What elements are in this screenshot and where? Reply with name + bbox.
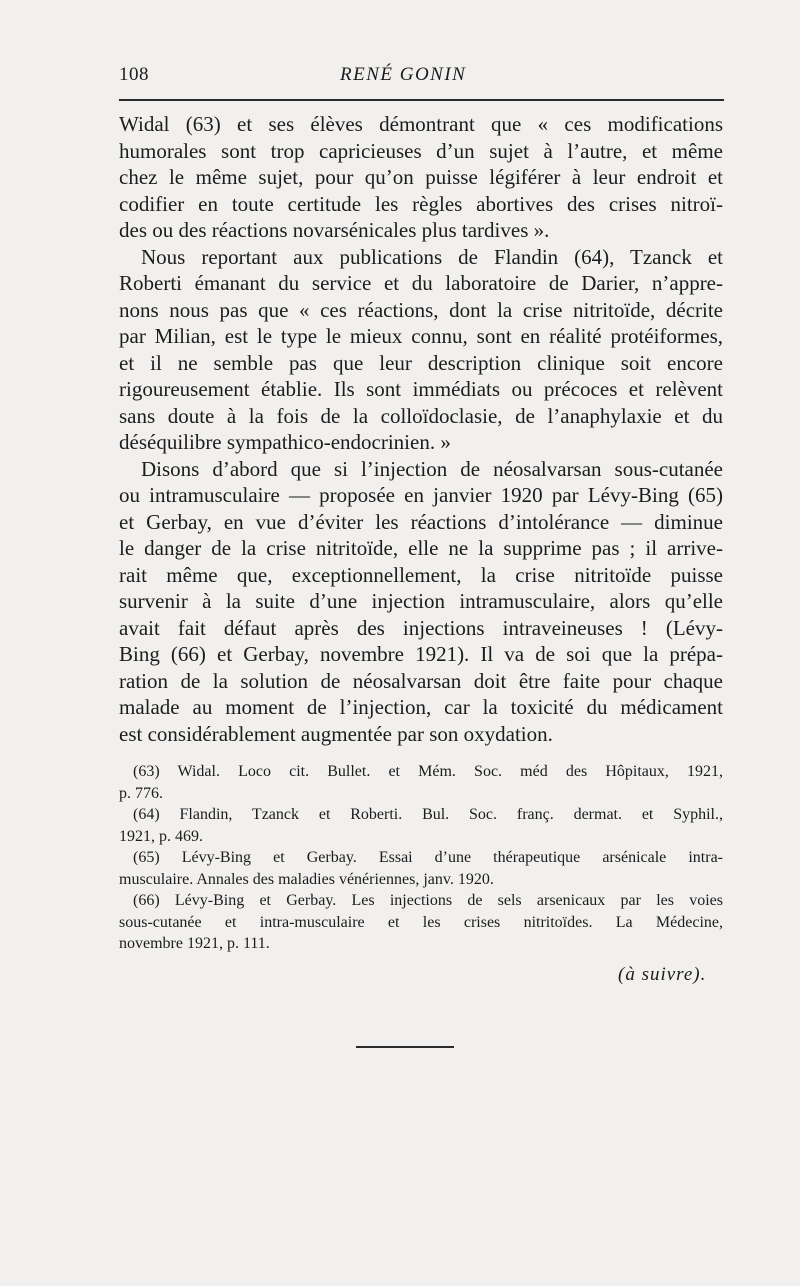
header-rule — [119, 99, 724, 101]
body-line: survenir à la suite d’une injection intramusculaire, alors qu’elle — [119, 589, 723, 613]
footnote-line: p. 776. — [119, 784, 163, 802]
body-line: Disons d’abord que si l’injection de néosalvarsan sous-cutanée — [141, 456, 723, 481]
body-line: avait fait défaut après des injections intraveineuses ! (Lévy- — [119, 615, 723, 640]
footnote-line: (63) Widal. Loco cit. Bullet. et Mém. Soc. méd des Hôpitaux, 1921, — [133, 763, 723, 780]
body-line: ration de la solution de néosalvarsan doit être faite pour chaque — [119, 668, 723, 693]
body-line: sans doute à la fois de la colloïdoclasie, de l’anaphylaxie et du — [119, 403, 723, 428]
body-line: ou intramusculaire — proposée en janvier 1920 par Lévy-Bing (65) — [119, 483, 723, 507]
body-line: des ou des réactions novarsénicales plus tardives ». — [119, 218, 550, 242]
body-line: humorales sont trop capricieuses d’un sujet à l’autre, et même — [119, 138, 723, 163]
body-line: Widal (63) et ses élèves démontrant que « ces modifications — [119, 112, 723, 136]
body-line: codifier en toute certitude les règles abortives des crises nitroï- — [119, 191, 723, 216]
page-number: 108 — [119, 64, 149, 85]
footnote-line: novembre 1921, p. 111. — [119, 935, 270, 952]
body-line: et Gerbay, en vue d’éviter les réactions d’intolérance — diminue — [119, 509, 723, 534]
body-text — [119, 111, 723, 747]
body-line: déséquilibre sympathico-endocrinien. » — [119, 430, 451, 454]
body-line: le danger de la crise nitritoïde, elle ne la supprime pas ; il arrive- — [119, 536, 723, 560]
body-line: Bing (66) et Gerbay, novembre 1921). Il va de soi que la prépa- — [119, 642, 723, 666]
body-line: par Milian, est le type le mieux connu, sont en réalité protéiformes, — [119, 324, 723, 348]
footnote-line: (65) Lévy-Bing et Gerbay. Essai d’une thérapeutique arsénicale intra- — [133, 849, 723, 866]
end-rule — [356, 1046, 454, 1048]
footnote-line: 1921, p. 469. — [119, 827, 203, 845]
body-line: chez le même sujet, pour qu’on puisse légiférer à leur endroit et — [119, 165, 723, 189]
body-line: rait même que, exceptionnellement, la crise nitritoïde puisse — [119, 562, 723, 587]
body-line: est considérablement augmentée par son oxydation. — [119, 721, 553, 746]
continuation-note: (à suivre). — [618, 964, 707, 985]
footnote-line: (66) Lévy-Bing et Gerbay. Les injections de sels arsenicaux par les voies — [133, 892, 723, 909]
body-line: rigoureusement établie. Ils sont immédiats ou précoces et relèvent — [119, 377, 723, 401]
footnote-line: musculaire. Annales des maladies vénériennes, janv. 1920. — [119, 870, 494, 888]
footnote-line: (64) Flandin, Tzanck et Roberti. Bul. Soc. franç. dermat. et Syphil., — [133, 806, 723, 823]
body-line: et il ne semble pas que leur description clinique soit encore — [119, 350, 723, 375]
body-line: malade au moment de l’injection, car la toxicité du médicament — [119, 695, 723, 719]
body-line: Nous reportant aux publications de Flandin (64), Tzanck et — [141, 244, 723, 269]
running-head: RENÉ GONIN — [340, 64, 467, 85]
footnote-line: sous-cutanée et intra-musculaire et les crises nitritoïdes. La Médecine, — [119, 913, 723, 931]
body-line: nons nous pas que « ces réactions, dont la crise nitritoïde, décrite — [119, 297, 723, 322]
footnotes — [119, 761, 723, 955]
body-line: Roberti émanant du service et du laboratoire de Darier, n’appre- — [119, 271, 723, 295]
